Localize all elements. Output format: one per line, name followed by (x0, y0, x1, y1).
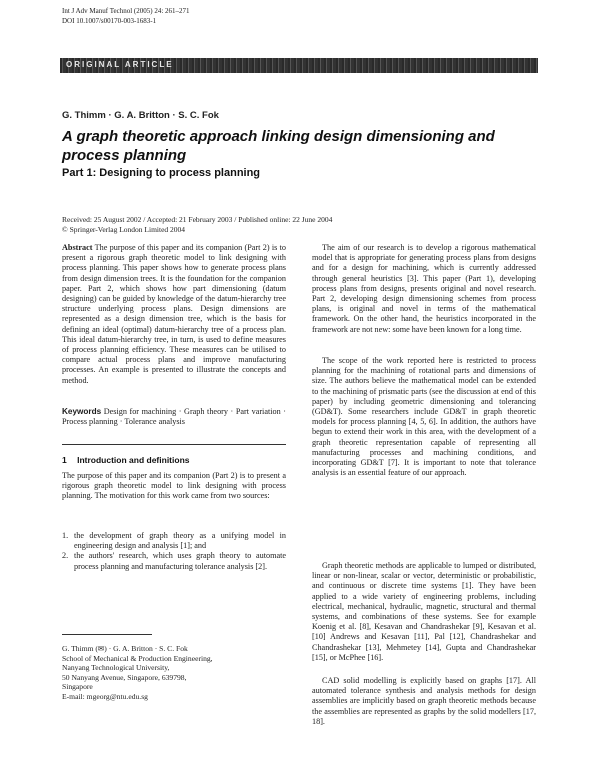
author-list: G. Thimm · G. A. Britton · S. C. Fok (62, 110, 219, 121)
banner-label: ORIGINAL ARTICLE (66, 60, 174, 69)
keywords (62, 407, 286, 431)
list-item (62, 551, 286, 571)
body-paragraph: The scope of the work reported here is restricted to process planning for the machining of rotational parts and dimensions of size. The authors believe the mathematical model can be extended to the machining of prismatic parts (see the discussion at end of this paper) by including geometric dimensioning and tolerancing (GD&T). Some researchers include GD&T in graph theoretic models for process planning [4, 5, 6]. In addition, the authors have begun to extend their work in this area, with the development of a graph theoretic representation capable of representing all manufacturing processes and machining conditions, and incorporating GD&T [7]. It is important to note that tolerance analysis is an essential feature of our approach. (312, 356, 536, 478)
keywords-text: Design for machining · Graph theory · Part variation · Process planning · Tolerance analysis (62, 407, 287, 427)
article-type-banner (60, 58, 538, 73)
affiliation-school: School of Mechanical & Production Engineering, (62, 653, 213, 663)
keywords-label: Keywords (62, 407, 102, 416)
running-head (62, 6, 190, 26)
journal-citation: Int J Adv Manuf Technol (2005) 24: 261–271 (62, 7, 190, 15)
section-divider (62, 444, 286, 445)
received-accepted-line: Received: 25 August 2002 / Accepted: 21 February 2003 / Published online: 22 June 2004 (62, 215, 333, 224)
list-item-text: the development of graph theory as a unifying model in engineering design and analysis [1]; and (74, 531, 286, 551)
affiliation-authors: G. Thimm (✉) · G. A. Britton · S. C. Fok (62, 644, 188, 653)
abstract-label: Abstract (62, 243, 93, 252)
body-paragraph: Graph theoretic methods are applicable to lumped or distributed, linear or non-linear, scalar or vector, deterministic or probabilistic, and continuous or discrete time systems [1]. They have been applied to a wide variety of engineering problems, including electrical, mechanical, hydraulic, magnetic, structural and thermal systems, and combinations of these systems. See for example Koenig et al. [8], Kesavan and Chandrashekar [9], Kesavan et al. [10] Andrews and Kesavan [11], Pal [12], Chandrashekar and Chandrashekar [13], Mehmetey [14], Gupta and Chandrashekar [15], or McPhee [16]. (312, 561, 536, 662)
section-heading (62, 455, 190, 465)
affiliation-address: 50 Nanyang Avenue, Singapore, 639798, (62, 672, 187, 682)
section-number: 1 (62, 455, 67, 465)
paper-title: A graph theoretic approach linking design dimensioning and process planning (62, 128, 495, 164)
affiliation-university: Nanyang Technological University, (62, 663, 170, 673)
author-affiliation (62, 644, 286, 702)
copyright-line: © Springer-Verlag London Limited 2004 (62, 225, 186, 234)
list-item (62, 531, 286, 551)
section-title: Introduction and definitions (77, 455, 190, 465)
list-item-number: 2. (62, 551, 69, 561)
body-paragraph: The aim of our research is to develop a rigorous mathematical model that is appropriate for generating process plans from designs and for a design for machining, which is currently addressed through general heuristics [3]. This paper (Part 1), developing process plans from designs, presents original and novel research. Part 2, developing design dimensioning schemes from process plans, is original and novel in terms of the mathematical framework. On the other hand, the heuristics incorporated in the framework are not new: some have been known for a long time. (312, 243, 536, 334)
publication-dates (62, 215, 542, 235)
body-paragraph: CAD solid modelling is explicitly based on graphs [17]. All automated tolerance synthesis and analysis methods for design assemblies are implicitly based on graph theoretic methods because the assemblies are represented as graphs by the solid modellers [17, 18]. (312, 676, 536, 726)
footnote-divider (62, 634, 152, 635)
motivation-list (62, 531, 286, 572)
paper-subtitle: Part 1: Designing to process planning (62, 167, 261, 179)
doi-line: DOI 10.1007/s00170-003-1683-1 (62, 17, 157, 25)
list-item-number: 1. (62, 531, 69, 540)
abstract-text: The purpose of this paper and its companion (Part 2) is to present a rigorous graph theoretic model to link designing with process planning. This paper shows how to generate process plans from design dimension trees. It is the foundation for the companion paper. Part 2, which shows how part dimensioning (datum designing) can be guided by knowledge of the datum-hierarchy tree structure underlying process plans. Design dimensions are represented as a design dimension tree, which is the basis for defining an ideal (optimal) datum-hierarchy tree of a process plan. This ideal datum-hierarchy tree, in turn, is used to define measures of process planning efficiency. These measures can be utilised to compare actual process plans and improve manufacturing processes. An example is presented to illustrate the concepts and method. (62, 243, 286, 385)
contact-email: E-mail: mgeorg@ntu.edu.sg (62, 691, 148, 701)
intro-paragraph: The purpose of this paper and its companion (Part 2) is to present a rigorous graph theoretic model to link designing with process planning. The motivation for this work came from two sources: (62, 471, 286, 501)
abstract (62, 243, 286, 401)
list-item-text: the authors' research, which uses graph theory to automate process planning and manufacturing tolerance analysis [2]. (74, 551, 286, 571)
affiliation-country: Singapore (62, 682, 93, 692)
